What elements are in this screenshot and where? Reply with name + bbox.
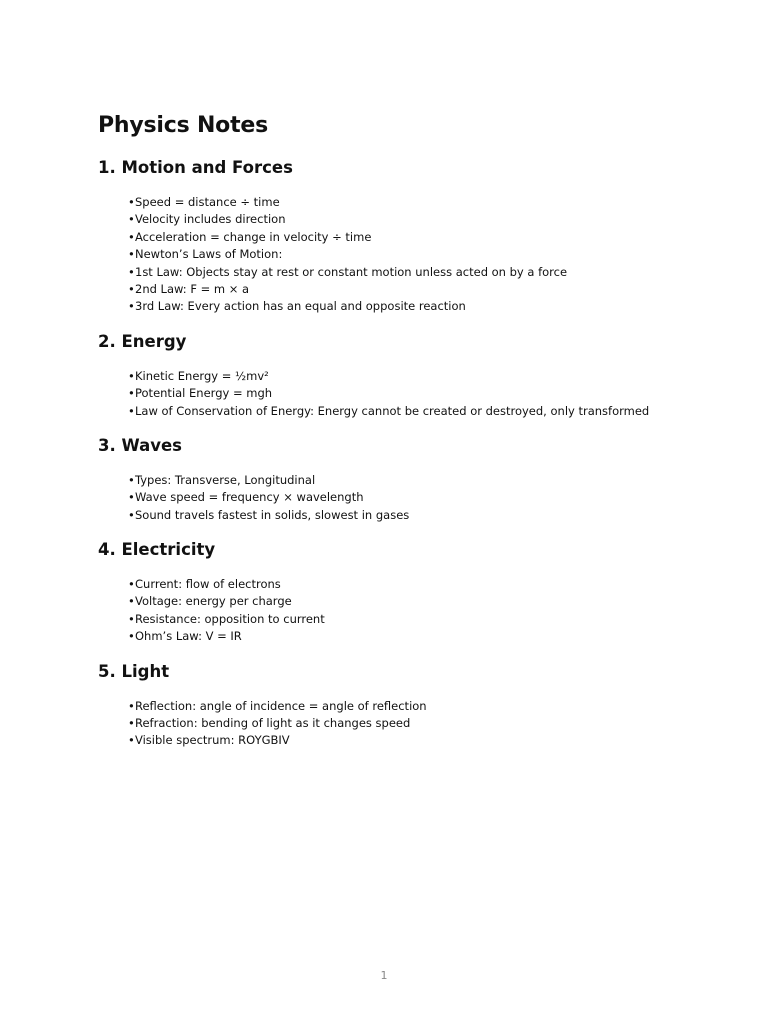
bullet-icon: • — [128, 594, 135, 609]
list-item: •Visible spectrum: ROYGBIV — [128, 732, 718, 749]
bullet-icon: • — [128, 577, 135, 592]
bullet-list — [98, 698, 718, 750]
list-item: •Acceleration = change in velocity ÷ time — [128, 229, 718, 246]
section-light — [98, 660, 718, 750]
bullet-icon: • — [128, 195, 135, 209]
bullet-icon: • — [128, 368, 135, 383]
list-item: •Kinetic Energy = ½mv² — [128, 368, 718, 385]
bullet-icon: • — [128, 507, 135, 522]
list-item: •Sound travels fastest in solids, slowest in gases — [128, 507, 718, 524]
list-item: •1st Law: Objects stay at rest or constant motion unless acted on by a force — [128, 264, 718, 281]
bullet-list — [98, 472, 718, 524]
list-item: •Current: flow of electrons — [128, 576, 718, 593]
page-title: Physics Notes — [98, 113, 269, 138]
bullet-list — [98, 194, 718, 316]
list-item: •3rd Law: Every action has an equal and opposite reaction — [128, 298, 718, 315]
list-item: •Resistance: opposition to current — [128, 611, 718, 628]
list-item: •Wave speed = frequency × wavelength — [128, 489, 718, 506]
bullet-icon: • — [128, 733, 135, 748]
document-page — [98, 110, 718, 750]
bullet-icon: • — [128, 281, 135, 296]
bullet-icon: • — [128, 698, 135, 713]
list-item: •Types: Transverse, Longitudinal — [128, 472, 718, 489]
bullet-list — [98, 576, 718, 646]
section-heading: 5. Light — [98, 661, 170, 681]
list-item: •Speed = distance ÷ time — [128, 194, 718, 211]
list-item: •Voltage: energy per charge — [128, 593, 718, 610]
list-item: •Potential Energy = mgh — [128, 385, 718, 402]
section-heading: 3. Waves — [98, 435, 183, 455]
bullet-icon: • — [128, 229, 135, 244]
bullet-icon: • — [128, 629, 135, 644]
bullet-icon: • — [128, 299, 135, 314]
list-item: •Velocity includes direction — [128, 211, 718, 228]
bullet-icon: • — [128, 472, 135, 487]
section-heading: 2. Energy — [98, 331, 187, 351]
bullet-icon: • — [128, 264, 135, 279]
section-waves — [98, 434, 718, 524]
bullet-list — [98, 368, 718, 420]
bullet-icon: • — [128, 490, 135, 505]
list-item: •Refraction: bending of light as it changes speed — [128, 715, 718, 732]
bullet-icon: • — [128, 716, 135, 731]
list-item: •Reflection: angle of incidence = angle of reflection — [128, 698, 718, 715]
list-item: •2nd Law: F = m × a — [128, 281, 718, 298]
section-electricity — [98, 538, 718, 646]
bullet-icon: • — [128, 386, 135, 401]
section-heading: 4. Electricity — [98, 540, 216, 560]
bullet-icon: • — [128, 403, 135, 418]
page-number: 1 — [380, 969, 388, 982]
section-energy — [98, 330, 718, 420]
bullet-icon: • — [128, 212, 135, 227]
list-item: •Law of Conservation of Energy: Energy cannot be created or destroyed, only transformed — [128, 403, 718, 420]
bullet-icon: • — [128, 611, 135, 626]
section-heading: 1. Motion and Forces — [98, 158, 293, 177]
bullet-icon: • — [128, 247, 135, 262]
list-item: •Ohm’s Law: V = IR — [128, 628, 718, 645]
section-motion-and-forces — [98, 156, 718, 316]
list-item: •Newton’s Laws of Motion: — [128, 246, 718, 263]
